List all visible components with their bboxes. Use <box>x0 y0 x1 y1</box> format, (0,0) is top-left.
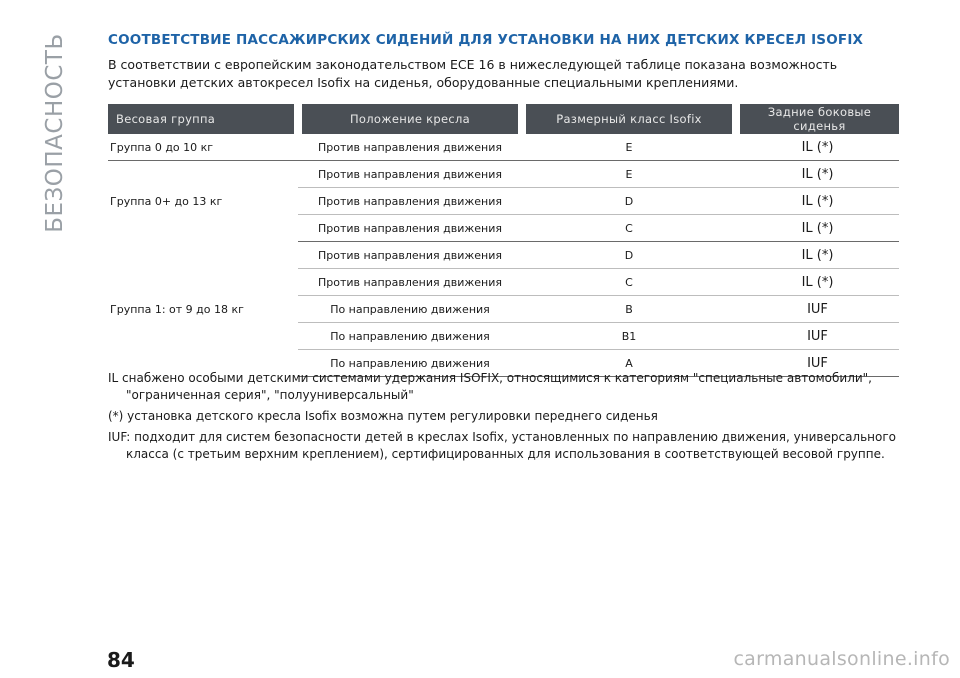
group-name: Группа 0 до 10 кг <box>108 134 298 161</box>
page-number: 84 <box>107 648 135 672</box>
seat-position: По направлению движения <box>298 296 522 323</box>
isofix-class: E <box>522 134 736 161</box>
rear-seat-value: IL (*) <box>736 269 899 296</box>
isofix-table <box>108 104 899 377</box>
seat-position: Против направления движения <box>298 215 522 242</box>
header-weight-group: Весовая группа <box>108 104 298 134</box>
table-header-row <box>108 104 899 134</box>
page-title: СООТВЕТСТВИЕ ПАССАЖИРСКИХ СИДЕНИЙ ДЛЯ УСТАНОВКИ НА НИХ ДЕТСКИХ КРЕСЕЛ ISOFIX <box>108 32 864 48</box>
rear-seat-value: IL (*) <box>736 161 899 188</box>
rear-seat-value: IL (*) <box>736 134 899 161</box>
seat-position: Против направления движения <box>298 242 522 269</box>
section-label-text: БЕЗОПАСНОСТЬ <box>42 33 69 233</box>
isofix-class: B <box>522 296 736 323</box>
isofix-class: C <box>522 215 736 242</box>
table-notes <box>108 370 908 467</box>
note-il: IL снабжено особыми детскими системами удержания ISOFIX, относящимися к категориям "специальные автомобили", "ограниченная серия", "полууниверсальный" <box>108 371 872 402</box>
table-row <box>108 134 899 161</box>
seat-position: Против направления движения <box>298 269 522 296</box>
rear-seat-value: IUF <box>736 323 899 350</box>
group-name: Группа 0+ до 13 кг <box>110 194 223 208</box>
intro-paragraph: В соответствии с европейским законодательством ЕСЕ 16 в нижеследующей таблице показана возможность установки детских автокресел Isofix на сиденья, оборудованные специальными креплениями. <box>108 57 838 90</box>
rear-seat-value: IL (*) <box>736 215 899 242</box>
note-asterisk: (*) установка детского кресла Isofix возможна путем регулировки переднего сиденья <box>108 409 658 423</box>
seat-position: Против направления движения <box>298 188 522 215</box>
isofix-class: B1 <box>522 323 736 350</box>
section-label <box>31 30 79 236</box>
header-isofix-class: Размерный класс Isofix <box>522 104 736 134</box>
isofix-class: E <box>522 161 736 188</box>
seat-position: Против направления движения <box>298 134 522 161</box>
note-iuf: IUF: подходит для систем безопасности детей в креслах Isofix, установленных по направлению движения, универсального класса (с третьим верхним креплением), сертифицированных для использования в соответствующей весовой группе. <box>108 430 897 461</box>
rear-seat-value: IL (*) <box>736 188 899 215</box>
isofix-class: D <box>522 188 736 215</box>
rear-seat-value: IUF <box>736 296 899 323</box>
header-seat-position: Положение кресла <box>298 104 522 134</box>
seat-position: По направлению движения <box>298 350 522 377</box>
table-row <box>108 242 899 269</box>
table-row <box>108 161 899 188</box>
watermark: carmanualsonline.info <box>733 648 950 670</box>
header-rear-side-seats: Задние боковые сиденья <box>736 104 899 134</box>
isofix-class: D <box>522 242 736 269</box>
seat-position: По направлению движения <box>298 323 522 350</box>
isofix-class: A <box>522 350 736 377</box>
isofix-class: C <box>522 269 736 296</box>
rear-seat-value: IUF <box>736 350 899 377</box>
seat-position: Против направления движения <box>298 161 522 188</box>
group-name: Группа 1: от 9 до 18 кг <box>110 302 244 316</box>
rear-seat-value: IL (*) <box>736 242 899 269</box>
